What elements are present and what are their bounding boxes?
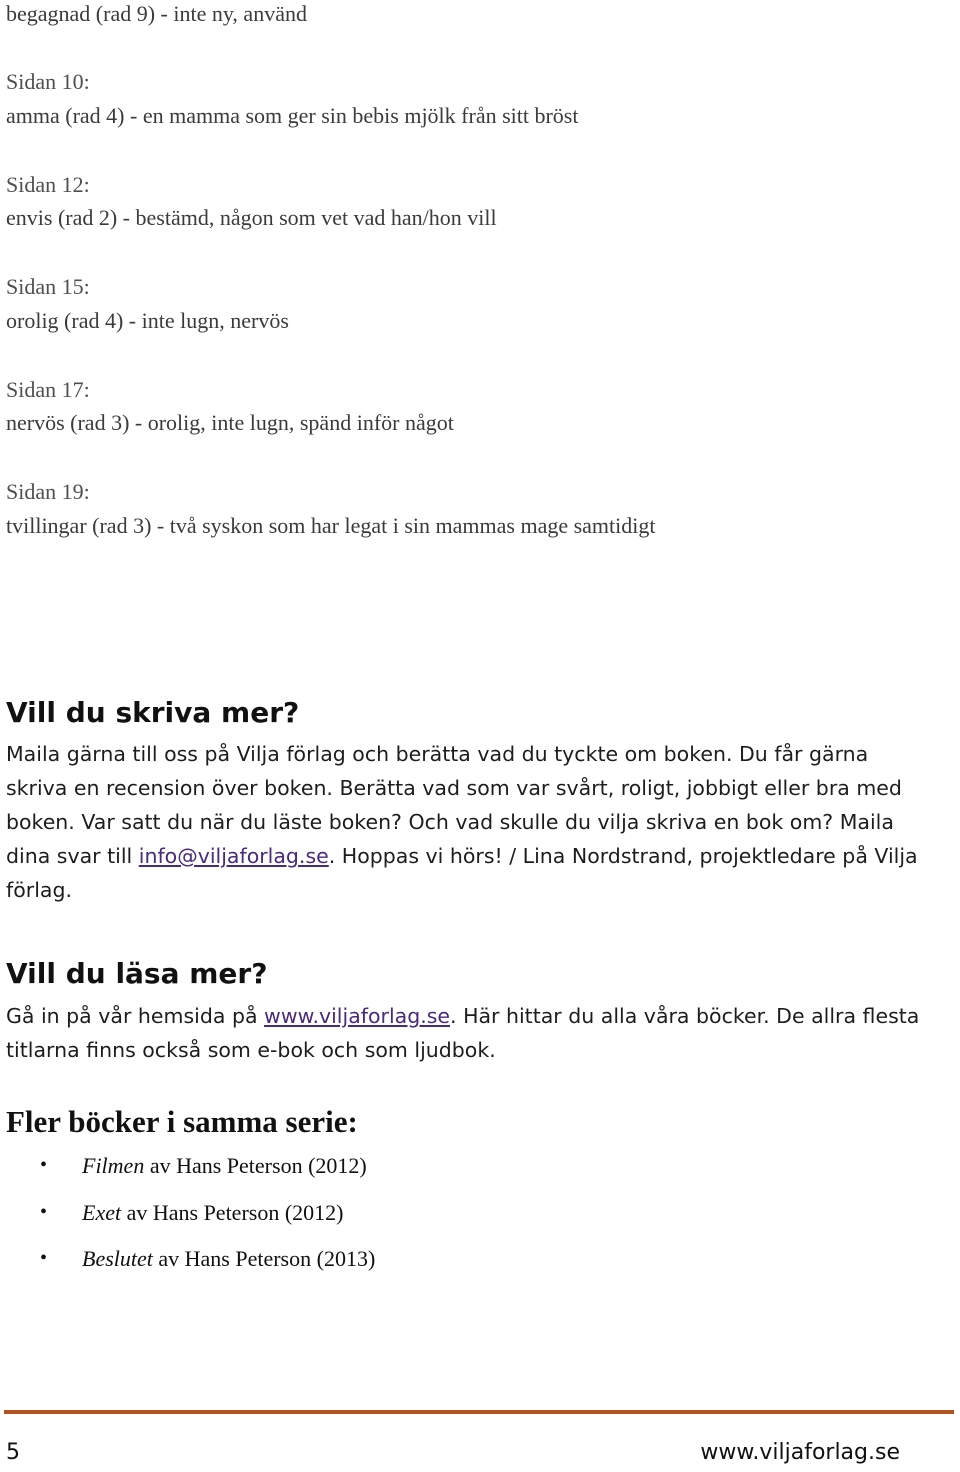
- entry-label-3: Sidan 15:: [6, 274, 90, 299]
- book-title: Filmen: [82, 1153, 145, 1178]
- page-number: 5: [6, 1440, 20, 1465]
- read-paragraph: [6, 999, 936, 1067]
- book-title: Beslutet: [82, 1246, 153, 1271]
- entry-label-5: Sidan 19:: [6, 479, 90, 504]
- entry-text-4: nervös (rad 3) - orolig, inte lugn, spänd inför något: [6, 410, 454, 435]
- write-paragraph: [6, 737, 936, 907]
- website-link[interactable]: www.viljaforlag.se: [264, 1004, 451, 1028]
- entry-text-1: amma (rad 4) - en mamma som ger sin bebis mjölk från sitt bröst: [6, 103, 579, 128]
- book-author-year: av Hans Peterson (2012): [121, 1199, 344, 1225]
- write-text-before: Maila gärna till oss på Vilja förlag och berätta vad du tyckte om boken. Du får gärna skriva en recension över boken. Berätta vad som var svårt, roligt, jobbigt eller bra med boken. Var satt du när du läste boken? Och vad skulle du vilja skriva en bok om? Maila dina svar till: [6, 742, 902, 868]
- read-text-before: Gå in på vår hemsida på: [6, 1004, 265, 1028]
- book-author-year: av Hans Peterson (2012): [144, 1153, 367, 1178]
- read-text-after: . Här hittar du alla våra böcker. De allra flesta titlarna finns också som e-bok och som ljudbok.: [6, 1004, 920, 1062]
- entry-text-5: tvillingar (rad 3) - två syskon som har legat i sin mammas mage samtidigt: [6, 513, 656, 538]
- bullet-icon: •: [40, 1200, 48, 1223]
- footer-url: www.viljaforlag.se: [700, 1440, 900, 1465]
- entry-label-2: Sidan 12:: [6, 172, 90, 197]
- entry-text-3: orolig (rad 4) - inte lugn, nervös: [6, 308, 289, 333]
- write-text-after: . Hoppas vi hörs! / Lina Nordstrand, projektledare på Vilja förlag.: [6, 844, 918, 902]
- footer-divider: [4, 1410, 954, 1414]
- book-author-year: av Hans Peterson (2013): [152, 1246, 376, 1271]
- entry-label-1: Sidan 10:: [6, 69, 90, 94]
- bullet-icon: •: [40, 1247, 48, 1269]
- bullet-icon: •: [40, 1154, 48, 1176]
- entry-text-2: envis (rad 2) - bestämd, någon som vet vad han/hon vill: [6, 205, 497, 230]
- email-link[interactable]: info@viljaforlag.se: [138, 844, 329, 868]
- series-heading: Fler böcker i samma serie:: [6, 1104, 358, 1139]
- book-title: Exet: [82, 1199, 122, 1225]
- read-heading: Vill du läsa mer?: [6, 957, 268, 990]
- write-heading: Vill du skriva mer?: [6, 696, 300, 729]
- entry-label-4: Sidan 17:: [6, 377, 90, 402]
- top-line: begagnad (rad 9) - inte ny, använd: [6, 1, 307, 26]
